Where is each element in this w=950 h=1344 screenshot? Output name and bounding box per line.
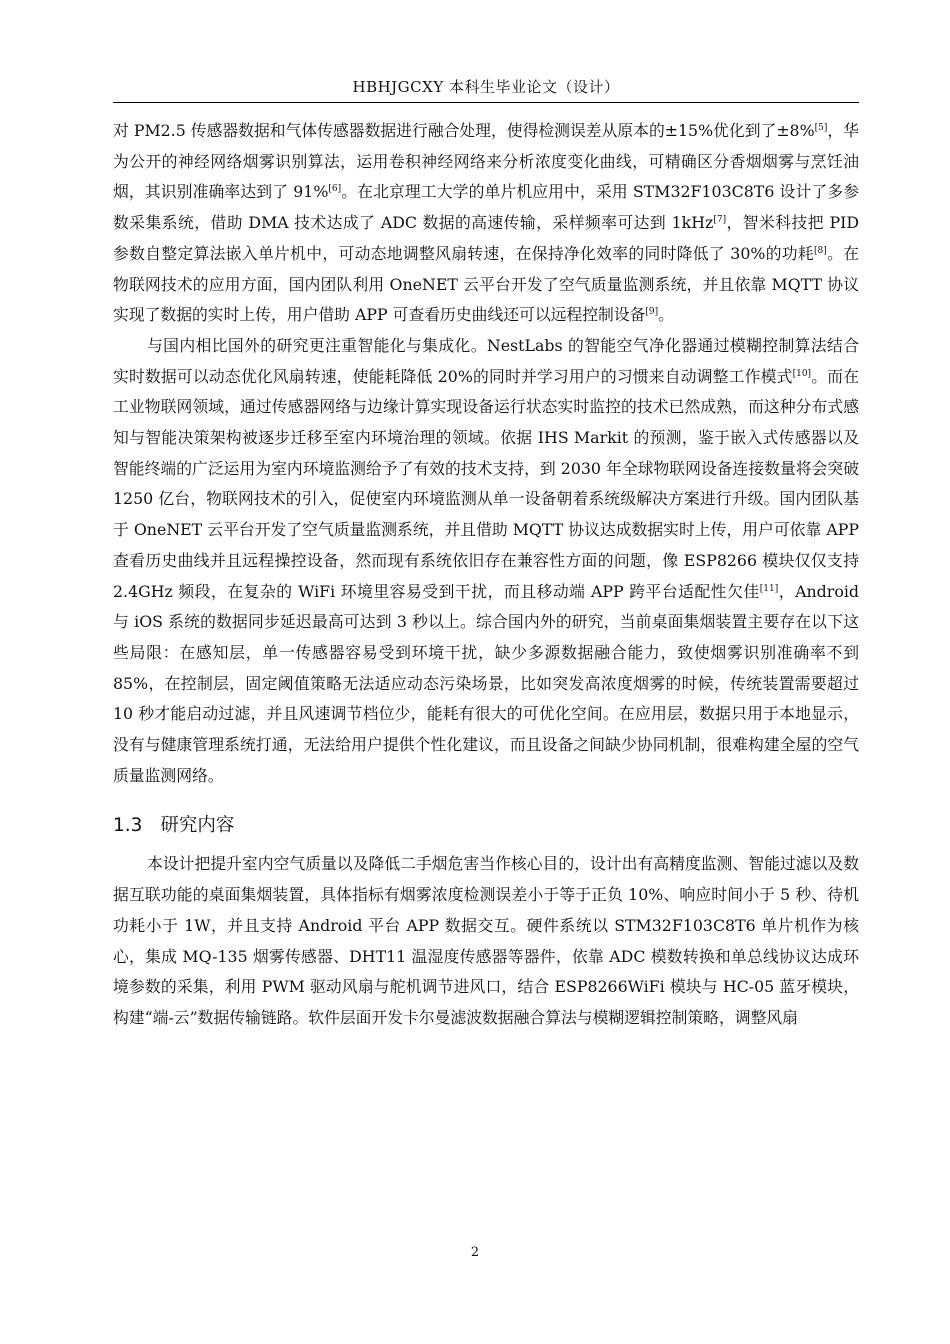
citation-ref: [5] [814, 123, 828, 133]
page-number: 2 [470, 1245, 480, 1260]
citation-ref: [10] [792, 368, 812, 379]
page-body [113, 116, 859, 1034]
paragraph-text: 与国内相比国外的研究更注重智能化与集成化。NestLabs 的智能空气净化器通过模糊控制算法结合实时数据可以动态优化风扇转速，使能耗降低 20%的同时并学习用户的习惯来自动调整工作模式 [113, 335, 859, 386]
paragraph-2 [113, 331, 859, 792]
section-heading [113, 812, 859, 840]
section-paragraph: 本设计把提升室内空气质量以及降低二手烟危害当作核心目的，设计出有高精度监测、智能过滤以及数据互联功能的桌面集烟装置，具体指标有烟雾浓度检测误差小于等于正负 10%、响应时间小于 5 秒、待机功耗小于 1W，并且支持 Android 平台 APP 数据交互。硬件系统以 STM32F103C8T6 单片机作为核心，集成 MQ-135 烟雾传感器、DHT11 温湿度传感器等器件，依靠 ADC 模数转换和单总线协议达成环境参数的采集，利用 PWM 驱动风扇与舵机调节进风口，结合 ESP8266WiFi 模块与 HC-05 蓝牙模块，构建“端-云”数据传输链路。软件层面开发卡尔曼滤波数据融合算法与模糊逻辑控制策略，调整风扇 [113, 854, 859, 1027]
citation-ref: [7] [713, 215, 727, 226]
section-title: 研究内容 [160, 815, 235, 837]
running-header: HBHJGCXY 本科生毕业论文（设计） [352, 78, 620, 96]
citation-ref: [9] [645, 307, 659, 318]
paragraph-text: 。在物联网技术的应用方面，国内团队利用 OneNET 云平台开发了空气质量监测系统，并且依靠 MQTT 协议实现了数据的实时上传，用户借助 APP 可查看历史曲线还可以远程控制设备 [113, 243, 859, 325]
section-number: 1.3 [113, 815, 143, 837]
paragraph-text: 。 [658, 305, 674, 325]
paragraph-text: ，智米科技把 PID 参数自整定算法嵌入单片机中，可动态地调整风扇转速，在保持净化效率的同时降低了 30%的功耗 [113, 213, 859, 263]
paragraph-text: 。在北京理工大学的单片机应用中，采用 STM32F103C8T6 设计了多参数采集系统，借助 DMA 技术达成了 ADC 数据的高速传输，采样频率可达到 1kHz [113, 182, 859, 233]
paragraph-text: 。而在工业物联网领域，通过传感器网络与边缘计算实现设备运行状态实时监控的技术已然成熟，而这种分布式感知与智能决策架构被逐步迁移至室内环境治理的领域。依据 IHS Markit 的预测，鉴于嵌入式传感器以及智能终端的广泛运用为室内环境监测给予了有效的技术支持，到 2030 年全球物联网设备连接数量将会突破 1250 亿台，物联网技术的引入，促使室内环境监测从单一设备朝着系统级解决方案进行升级。国内团队基于 OneNET 云平台开发了空气质量监测系统，并且借助 MQTT 协议达成数据实时上传，用户可依靠 APP 查看历史曲线并且远程操控设备，然而现有系统依旧存在兼容性方面的问题，像 ESP8266 模块仅仅支持 2.4GHz 频段，在复杂的 WiFi 环境里容易受到干扰，而且移动端 APP 跨平台适配性欠佳 [113, 366, 859, 601]
paragraph-text: ，华为公开的神经网络烟雾识别算法，运用卷积神经网络来分析浓度变化曲线，可精确区分香烟烟雾与烹饪油烟，其识别准确率达到了 91% [113, 121, 859, 202]
paragraph-1 [113, 116, 859, 331]
citation-ref: [11] [759, 583, 779, 594]
paragraph-text: 对 PM2.5 传感器数据和气体传感器数据进行融合处理，使得检测误差从原本的±15%优化到了±8% [113, 121, 815, 140]
citation-ref: [8] [814, 245, 827, 256]
paragraph-text: ，Android 与 iOS 系统的数据同步延迟最高可达到 3 秒以上。综合国内外的研究，当前桌面集烟装置主要存在以下这些局限：在感知层，单一传感器容易受到环境干扰，缺少多源数据融合能力，致使烟雾识别准确率不到 85%，在控制层，固定阈值策略无法适应动态污染场景，比如突发高浓度烟雾的时候，传统装置需要超过 10 秒才能启动过滤，并且风速调节档位少，能耗有很大的可优化空间。在应用层，数据只用于本地显示，没有与健康管理系统打通，无法给用户提供个性化建议，而且设备之间缺少协同机制，很难构建全屋的空气质量监测网络。 [113, 581, 860, 785]
header-rule [113, 102, 859, 103]
citation-ref: [6] [328, 184, 342, 195]
